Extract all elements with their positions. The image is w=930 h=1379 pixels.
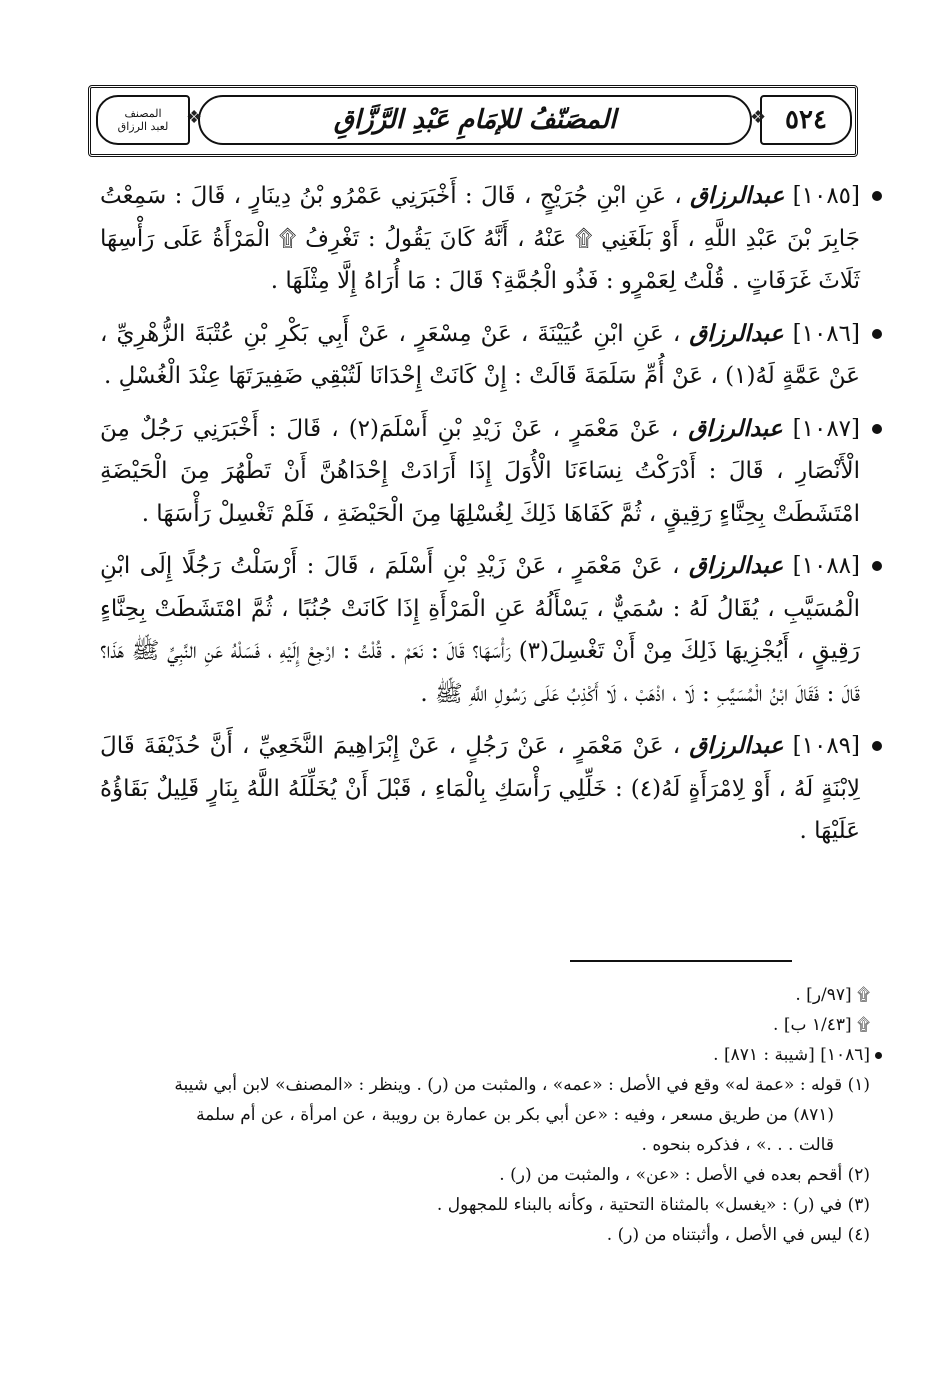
footnote-divider xyxy=(570,960,792,962)
title-box xyxy=(198,95,752,145)
ornament-icon: ❖ xyxy=(750,107,767,128)
main-text xyxy=(100,175,860,863)
bullet-icon xyxy=(872,561,882,571)
narrator: عبدالرزاق xyxy=(689,319,784,347)
hadith-text: ، عَنِ ابْنِ جُرَيْجٍ ، قَالَ : أَخْبَرَنِي عَمْرُو بْنُ دِينَارٍ ، قَالَ : سَمِعْتُ جَابِرَ بْنَ عَبْدِ اللَّهِ ، أَوْ بَلَغَنِي ۩ عَنْهُ ، أَنَّهُ كَانَ يَقُولُ : تَغْرِفُ ۩ الْمَرْأَةُ عَلَى رَأْسِهَا ثَلَاثَ غَرَفَاتٍ . قُلْتُ لِعَمْرٍو : فَذُو الْجُمَّةِ؟ قَالَ : مَا أُرَاهُ إِلَّا مِثْلَهَا . xyxy=(100,183,860,294)
hadith-number: [١٠٨٥] xyxy=(792,183,861,209)
hadith-number: [١٠٨٦] xyxy=(792,320,860,347)
narrator: عبدالرزاق xyxy=(690,182,785,209)
footnotes xyxy=(70,980,870,1250)
hadith-number: [١٠٨٧] xyxy=(792,415,861,442)
ornament-icon: ❖ xyxy=(186,107,203,128)
footnote-line: قالت . . .» ، فذكره بنحوه . xyxy=(641,1135,834,1155)
page-number-box xyxy=(760,95,852,145)
seal-line: لعبد الرزاق xyxy=(117,120,169,133)
seal-line: المصنف xyxy=(124,107,162,120)
page-number: ٥٢٤ xyxy=(785,105,827,135)
footnote-line: (٨٧١) من طريق مسعر ، وفيه : «عن أبي بكر بن عمارة بن رويبة ، عن امرأة ، عن أم سلمة xyxy=(196,1105,834,1125)
footnote-line: (٢) أقحم بعده في الأصل : «عن» ، والمثبت من (ر) . xyxy=(499,1165,870,1185)
hadith-1086 xyxy=(100,313,860,398)
hadith-number: [١٠٨٨] xyxy=(792,553,861,579)
narrator: عبدالرزاق xyxy=(689,552,784,579)
footnote-line: (٣) في (ر) : «يغسل» بالمثناة التحتية ، وكأنه بالبناء للمجهول . xyxy=(436,1195,870,1215)
hadith-1089 xyxy=(100,725,860,853)
hadith-text: ، عَنِ ابْنِ عُيَيْنَةَ ، عَنْ مِسْعَرٍ ، عَنْ أَبِي بَكْرِ بْنِ عُتْبَةَ الزُّهْرِيِّ ، عَنْ عَمَّةٍ لَهُ(١) ، عَنْ أُمِّ سَلَمَةَ قَالَتْ : إِنْ كَانَتْ إِحْدَانَا لَتُبْقِي ضَفِيرَتَهَا عِنْدَ الْغُسْلِ . xyxy=(100,320,860,389)
footnote-line: (٤) ليس في الأصل ، وأثبتناه من (ر) . xyxy=(606,1225,870,1245)
source-note xyxy=(70,1040,870,1070)
source-note-text: [١٠٨٦] [شيبة : ٨٧١] . xyxy=(713,1045,870,1065)
page-header xyxy=(88,85,858,157)
book-title: المصَنّفُ للإمَامِ عَبْدِ الرَّزَّاقِ xyxy=(333,105,617,135)
seal-box xyxy=(96,95,190,145)
narrator: عبدالرزاق xyxy=(688,414,783,442)
hadith-number: [١٠٨٩] xyxy=(792,733,861,759)
hadith-text: ، عَنْ مَعْمَرٍ ، عَنْ زَيْدِ بْنِ أَسْلَمَ ، قَالَ : أَرْسَلْتُ رَجُلًا إِلَى ابْنِ الْمُسَيَّبِ ، يُقَالُ لَهُ : سُمَيٌّ ، يَسْأَلُهُ عَنِ الْمَرْأَةِ إِذَا كَانَتْ جُنُبًا ، ثُمَّ امْتَشَطَتْ بِحِنَّاءٍ رَقِيقٍ ، أَيُجْزِيهَا ذَلِكَ مِنْ أَنْ تَغْسِلَ(٣) رَأْسَهَا؟ قَالَ : نَعَمْ . قُلْتُ : ارْجِعْ إِلَيْهِ ، فَسَلْهُ عَنِ النَّبِيِّ ﷺ هَذَا؟ قَالَ : فَقَالَ ابْنُ الْمُسَيَّبِ : لَا ، اذْهَبْ ، لَا أَكْذِبُ عَلَى رَسُولِ اللَّهِ ﷺ . xyxy=(100,553,860,707)
hadith-1088 xyxy=(100,545,860,715)
hadith-text: ، عَنْ مَعْمَرٍ ، عَنْ زَيْدِ بْنِ أَسْلَمَ(٢) ، قَالَ : أَخْبَرَنِي رَجُلٌ مِنَ الْأَنْصَارِ ، قَالَ : أَدْرَكْتُ نِسَاءَنَا الْأُوَلَ إِذَا أَرَادَتْ إِحْدَاهُنَّ أَنْ تَطْهُرَ مِنَ الْحَيْضَةِ امْتَشَطَتْ بِحِنَّاءٍ رَقِيقٍ ، ثُمَّ كَفَاهَا ذَلِكَ لِغُسْلِهَا مِنَ الْحَيْضَةِ ، فَلَمْ تَغْسِلْ رَأْسَهَا . xyxy=(100,415,860,527)
bullet-icon xyxy=(872,741,882,751)
bullet-icon xyxy=(872,424,882,434)
bullet-icon xyxy=(872,329,882,339)
folio-note: ۩ [٩٧/ر] . xyxy=(795,985,870,1005)
hadith-1085 xyxy=(100,175,860,303)
bullet-icon xyxy=(875,1052,882,1059)
book-seal xyxy=(118,107,169,133)
bullet-icon xyxy=(872,191,882,201)
footnote-line: (١) قوله : «عمة له» وقع في الأصل : «عمه» ، والمثبت من (ر) . وينظر : «المصنف» لابن أبي شيبة xyxy=(174,1075,870,1095)
narrator: عبدالرزاق xyxy=(689,732,784,759)
hadith-1087 xyxy=(100,408,860,536)
hadith-text: ، عَنْ مَعْمَرٍ ، عَنْ رَجُلٍ ، عَنْ إِبْرَاهِيمَ النَّخَعِيِّ ، أَنَّ حُذَيْفَةَ قَالَ لِابْنَةٍ لَهُ ، أَوْ لِامْرَأَةٍ لَهُ(٤) : خَلِّلِي رَأْسَكِ بِالْمَاءِ ، قَبْلَ أَنْ يُخَلِّلَهُ اللَّهُ بِنَارٍ قَلِيلٌ بَقَاؤُهُ عَلَيْهَا . xyxy=(100,733,860,844)
folio-note: ۩ [١/٤٣ ب] . xyxy=(773,1015,870,1035)
